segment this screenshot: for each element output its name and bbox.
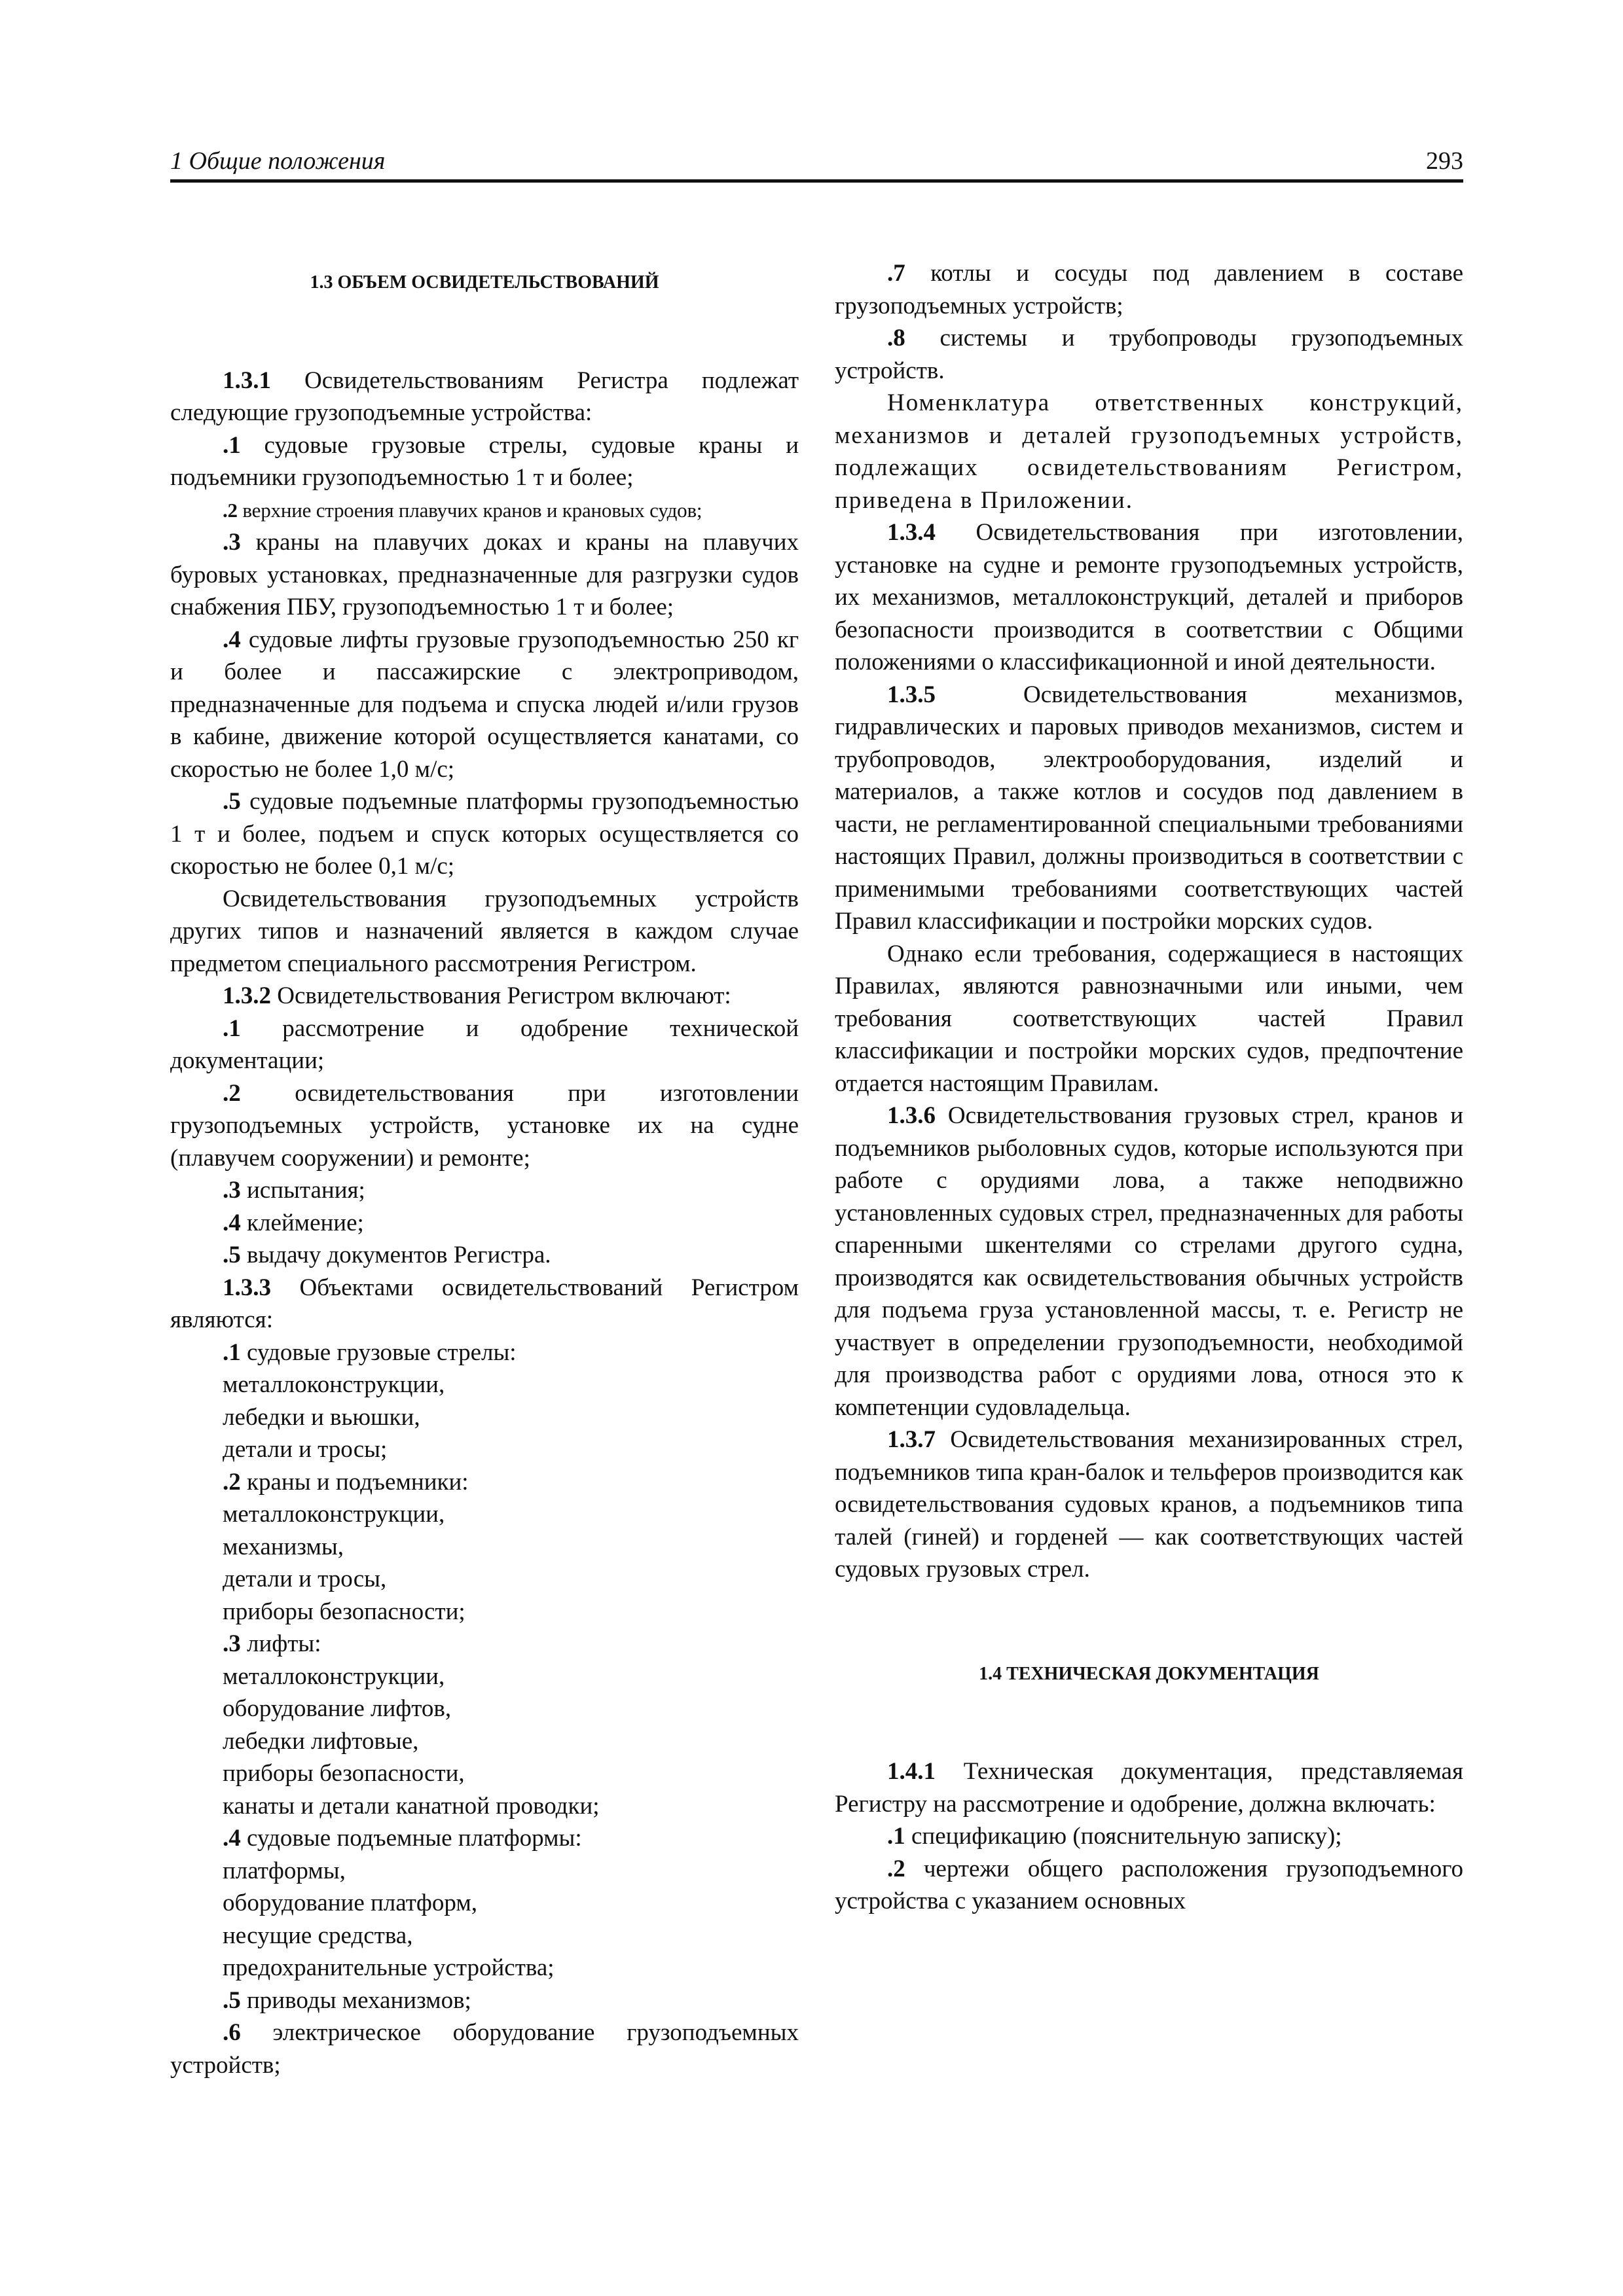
list-item: .3 краны на плавучих доках и краны на плавучих буровых установках, предназначенные для разгрузки судов снабжения ПБУ, грузоподъемностью 1 т и более; [170,529,799,620]
list-item: .4 клеймение; [223,1209,364,1236]
running-header [170,145,1463,183]
list-item: .5 выдачу документов Регистра. [223,1242,551,1268]
paragraph-1-3-3: 1.3.3 Объектами освидетельствований Регистром являются: [170,1274,799,1333]
sub-item: детали и тросы; [223,1436,388,1463]
list-item: .4 судовые лифты грузовые грузоподъемностью 250 кг и более и пассажирские с электроприводом, предназначенные для подъема и спуска людей и/или грузов в кабине, движение которой осуществляется канатами, со скоростью не более 1,0 м/с; [170,626,799,783]
sub-item: приборы безопасности; [223,1598,465,1625]
list-item: .1 спецификацию (пояснительную записку); [887,1823,1342,1850]
sub-item: лебедки и вьюшки, [223,1403,420,1431]
sub-item: предохранительные устройства; [223,1954,555,1981]
list-item: .3 испытания; [223,1177,365,1204]
list-item: .8 системы и трубопроводы грузоподъемных устройств. [835,325,1463,384]
sub-item: несущие средства, [223,1922,413,1949]
sub-item: оборудование платформ, [223,1890,477,1916]
paragraph-1-3-7: 1.3.7 Освидетельствования механизированных стрел, подъемников типа кран-балок и тельферов производится как освидетельствования судовых кранов, а подъемников типа талей (гиней) и горденей — как соответствующих частей судовых грузовых стрел. [835,1426,1463,1583]
sub-item: металлоконструкции, [223,1662,445,1690]
paragraph-however: Однако если требования, содержащиеся в настоящих Правилах, являются равнозначными или иными, чем требования соответствующих частей Правил классификации и постройки морских судов, предпочтение отдается настоящим Правилам. [835,940,1463,1097]
list-item: .2 чертежи общего расположения грузоподъемного устройства с указанием основных [835,1855,1463,1914]
list-item: .7 котлы и сосуды под давлением в составе грузоподъемных устройств; [835,260,1463,319]
list-item: .2 краны и подъемники: [223,1468,469,1496]
paragraph-nomenclature: Номенклатура ответственных конструкций, механизмов и деталей грузоподъемных устройств, подлежащих освидетельствованиям Регистром, приведена в Приложении. [835,389,1463,514]
paragraph-1-3-5: 1.3.5 Освидетельствования механизмов, гидравлических и паровых приводов механизмов, систем и трубопроводов, электрооборудования, изделий и материалов, а также котлов и сосудов под давлением в части, не регламентированной специальными требованиями настоящих Правил, должны производиться в соответствии с применимыми требованиями соответствующих частей Правил классификации и постройки морских судов. [835,681,1463,935]
sub-item: металлоконструкции, [223,1501,445,1528]
paragraph-1-4-1: 1.4.1 Техническая документация, представляемая Регистру на рассмотрение и одобрение, должна включать: [835,1758,1463,1818]
paragraph-1-3-6: 1.3.6 Освидетельствования грузовых стрел, кранов и подъемников рыболовных судов, которые используются при работе с орудиями лова, а также неподвижно установленных судовых стрел, предназначенных для работы спаренными шкентелями со стрелами другого судна, производятся как освидетельствования обычных устройств для подъема груза установленной массы, т. е. Регистр не участвует в определении грузоподъемности, необходимой для производства работ с орудиями лова, относя это к компетенции судовладельца. [835,1102,1463,1421]
list-item: .3 лифты: [223,1630,321,1657]
page-number: 293 [1426,147,1463,175]
section-heading-1-3: 1.3 ОБЪЕМ ОСВИДЕТЕЛЬСТВОВАНИЙ [310,272,659,293]
list-item: .1 судовые грузовые стрелы: [223,1338,517,1366]
paragraph-1-3-1: 1.3.1 Освидетельствованиям Регистра подлежат следующие грузоподъемные устройства: [170,367,799,426]
sub-item: канаты и детали канатной проводки; [223,1792,600,1820]
list-item: .5 судовые подъемные платформы грузоподъемностью 1 т и более, подъем и спуск которых осуществляется со скоростью не более 0,1 м/с; [170,788,799,880]
sub-item: металлоконструкции, [223,1371,445,1398]
sub-item: платформы, [223,1857,346,1884]
section-title: 1 Общие положения [170,147,386,175]
paragraph-1-3-4: 1.3.4 Освидетельствования при изготовлении, установке на судне и ремонте грузоподъемных устройств, их механизмов, металлоконструкций, деталей и приборов безопасности производится в соответствии с Общими положениями о классификационной и иной деятельности. [835,519,1463,675]
left-column [170,257,799,2081]
sub-item: лебедки лифтовые, [223,1727,419,1755]
section-heading-1-4: 1.4 ТЕХНИЧЕСКАЯ ДОКУМЕНТАЦИЯ [979,1663,1319,1684]
sub-item: детали и тросы, [223,1566,387,1592]
sub-item: приборы безопасности, [223,1760,465,1787]
paragraph-other-types: Освидетельствования грузоподъемных устройств других типов и назначений является в каждом случае предметом специального рассмотрения Регистром. [170,885,799,977]
list-item: .5 приводы механизмов; [223,1986,471,2014]
sub-item: механизмы, [223,1533,344,1560]
list-item: .1 рассмотрение и одобрение технической документации; [170,1014,799,1074]
paragraph-1-3-2: 1.3.2 Освидетельствования Регистром включают: [223,982,731,1009]
list-item: .4 судовые подъемные платформы: [223,1825,582,1852]
list-item: .2 верхние строения плавучих кранов и крановых судов; [223,498,702,522]
right-column [835,257,1463,1918]
sub-item: оборудование лифтов, [223,1695,452,1722]
list-item: .6 электрическое оборудование грузоподъемных устройств; [170,2019,799,2079]
list-item: .1 судовые грузовые стрелы, судовые краны и подъемники грузоподъемностью 1 т и более; [170,431,799,491]
list-item: .2 освидетельствования при изготовлении грузоподъемных устройств, установке их на судне (плавучем сооружении) и ремонте; [170,1079,799,1172]
